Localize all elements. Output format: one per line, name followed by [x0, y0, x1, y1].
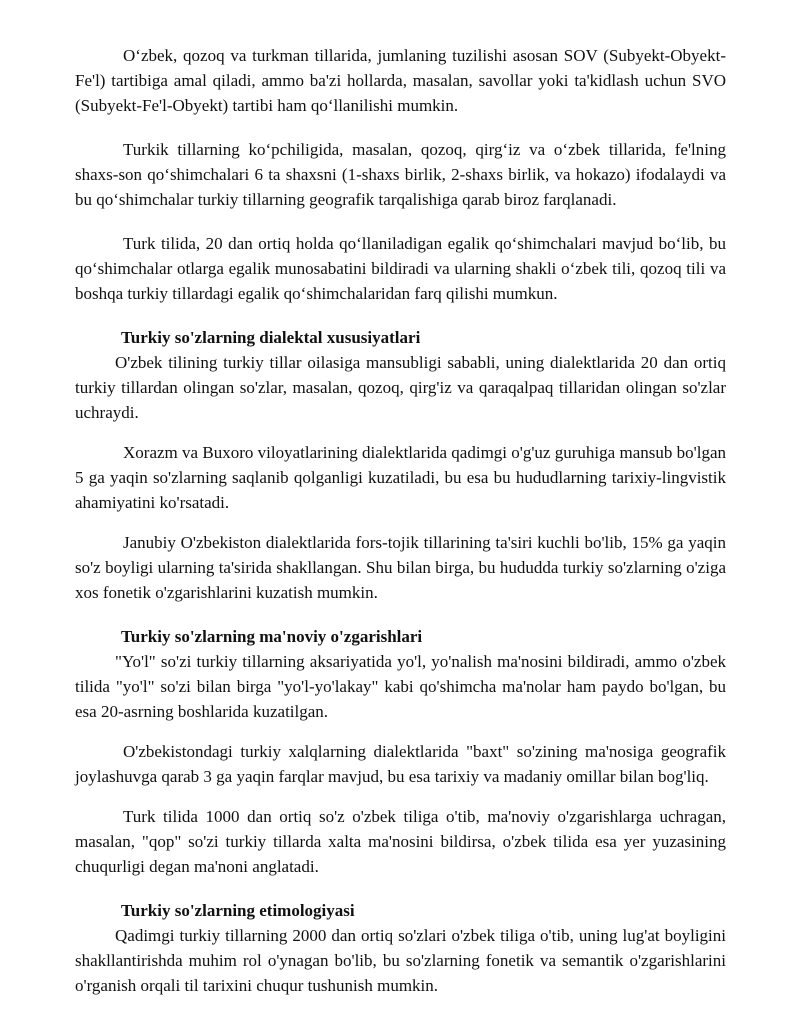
heading-semantic-changes: Turkiy so'zlarning ma'noviy o'zgarishlari — [121, 627, 423, 646]
paragraph-southern-uzbekistan: Janubiy O'zbekiston dialektlarida fors-tojik tillarining ta'siri kuchli bo'lib, 15% ga yaqin so'z boyligi ularning ta'sirida shakllangan. Shu bilan birga, bu hududda turkiy so'zlarning o'ziga xos fonetik o'zgarishlarini kuzatish mumkin. — [75, 533, 726, 602]
heading-dialectal-features: Turkiy so'zlarning dialektal xususiyatlari — [121, 328, 421, 347]
heading-etymology: Turkiy so'zlarning etimologiyasi — [121, 901, 355, 920]
paragraph-qop-word: Turk tilida 1000 dan ortiq so'z o'zbek tiliga o'tib, ma'noviy o'zgarishlarga uchragan, masalan, "qop" so'zi turkiy tillarda xalta ma'nosini bildirsa, o'zbek tilida esa yer yuzasining chuqurligi degan ma'noni anglatadi. — [75, 807, 726, 876]
paragraph-verb-suffixes: Turkik tillarning ko‘pchiligida, masalan, qozoq, qirg‘iz va o‘zbek tillarida, fe'lning shaxs-son qo‘shimchalari 6 ta shaxsni (1-shaxs birlik, 2-shaxs birlik, va hokazo) ifodalaydi va bu qo‘shimchalar turkiy tillarning geografik tarqalishiga qarab biroz farqlanadi. — [75, 140, 726, 209]
paragraph-possessive-suffixes: Turk tilida, 20 dan ortiq holda qo‘llaniladigan egalik qo‘shimchalari mavjud bo‘lib, bu qo‘shimchalar otlarga egalik munosabatini bildiradi va ularning shakli o‘zbek tili, qozoq tili va boshqa turkiy tillardagi egalik qo‘shimchalaridan farq qilishi mumkun. — [75, 234, 726, 303]
paragraph-dialect-borrowings: O'zbek tilining turkiy tillar oilasiga mansubligi sababli, uning dialektlarida 20 dan ortiq turkiy tillardan olingan so'zlar, masalan, qozoq, qirg'iz va qaraqalpaq tillaridan olingan so'zlar uchraydi. — [75, 353, 726, 422]
document-page — [75, 43, 726, 998]
paragraph-word-order: O‘zbek, qozoq va turkman tillarida, jumlaning tuzilishi asosan SOV (Subyekt-Obyekt-Fe'l) tartibiga amal qiladi, ammo ba'zi hollarda, masalan, savollar yoki ta'kidlash uchun SVO (Subyekt-Fe'l-Obyekt) tartibi ham qo‘llanilishi mumkin. — [75, 46, 726, 115]
paragraph-ancient-turkic: Qadimgi turkiy tillarning 2000 dan ortiq so'zlari o'zbek tiliga o'tib, uning lug'at boyligini shakllantirishda muhim rol o'ynagan bo'lib, bu so'zlarning fonetik va semantik o'zgarishlarini o'rganish orqali til tarixini chuqur tushunish mumkin. — [75, 926, 726, 995]
paragraph-baxt-word: O'zbekistondagi turkiy xalqlarning dialektlarida "baxt" so'zining ma'nosiga geografik joylashuvga qarab 3 ga yaqin farqlar mavjud, bu esa tarixiy va madaniy omillar bilan bog'liq. — [75, 742, 726, 786]
paragraph-khorezm-bukhara: Xorazm va Buxoro viloyatlarining dialektlarida qadimgi o'g'uz guruhiga mansub bo'lgan 5 ga yaqin so'zlarning saqlanib qolganligi kuzatiladi, bu esa bu hududlarning tarixiy-lingvistik ahamiyatini ko'rsatadi. — [75, 443, 726, 512]
paragraph-yol-word: "Yo'l" so'zi turkiy tillarning aksariyatida yo'l, yo'nalish ma'nosini bildiradi, ammo o'zbek tilida "yo'l" so'zi bilan birga "yo'l-yo'lakay" kabi qo'shimcha ma'nolar ham paydo bo'lgan, bu esa 20-asrning boshlarida kuzatilgan. — [75, 652, 726, 721]
